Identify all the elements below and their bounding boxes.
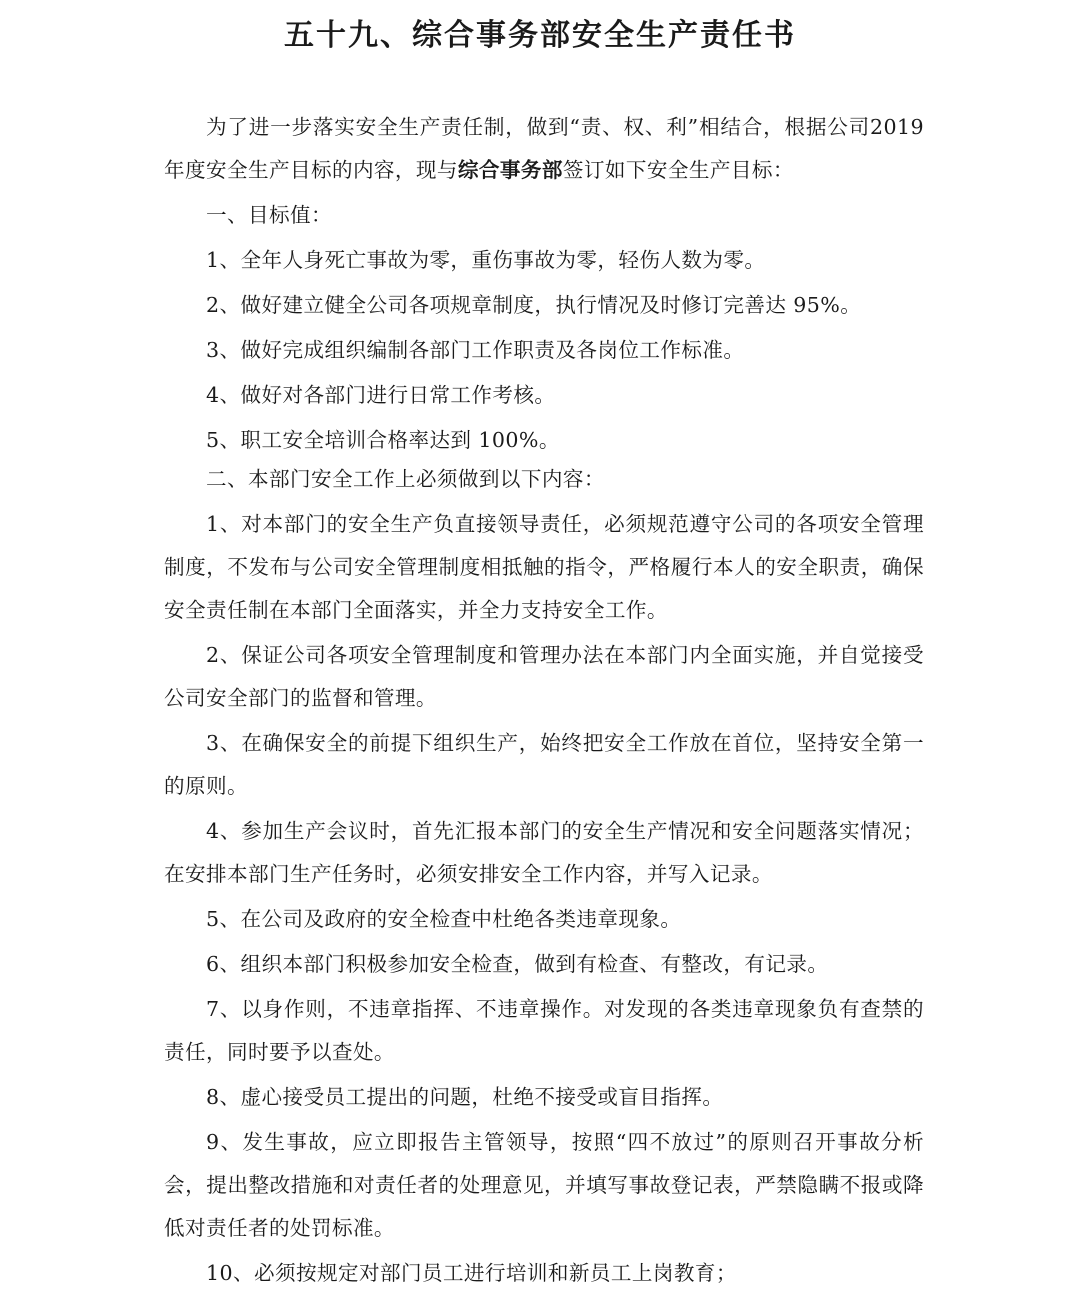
section-2-item-4: 4、参加生产会议时，首先汇报本部门的安全生产情况和安全问题落实情况；在安排本部门生产任务时，必须安排安全工作内容，并写入记录。	[164, 819, 924, 886]
section-1-heading: 一、目标值：	[206, 203, 332, 227]
section-2-item-5: 5、在公司及政府的安全检查中杜绝各类违章现象。	[206, 907, 682, 931]
section-2-item-1: 1、对本部门的安全生产负直接领导责任，必须规范遵守公司的各项安全管理制度，不发布与公司安全管理制度相抵触的指令，严格履行本人的安全职责，确保安全责任制在本部门全面落实，并全力支持安全工作。	[164, 512, 924, 622]
section-2-item-7: 7、以身作则，不违章指挥、不违章操作。对发现的各类违章现象负有查禁的责任，同时要予以查处。	[164, 997, 924, 1064]
section-2-item-2: 2、保证公司各项安全管理制度和管理办法在本部门内全面实施，并自觉接受公司安全部门的监督和管理。	[164, 643, 924, 710]
intro-text-after: 签订如下安全生产目标：	[562, 158, 794, 182]
section-2-item-8: 8、虚心接受员工提出的问题，杜绝不接受或盲目指挥。	[206, 1085, 724, 1109]
section-1-item-2: 2、做好建立健全公司各项规章制度，执行情况及时修订完善达 95%。	[206, 293, 862, 317]
section-2-item-6: 6、组织本部门积极参加安全检查，做到有检查、有整改，有记录。	[206, 952, 829, 976]
section-1-item-5: 5、职工安全培训合格率达到 100%。	[206, 428, 560, 452]
intro-text-before: 为了进一步落实安全生产责任制，做到“责、权、利”相结合，根据公司2019年度安全生产目标的内容，现与	[164, 115, 924, 182]
document-title: 五十九、综合事务部安全生产责任书	[284, 18, 796, 53]
section-2-item-10: 10、必须按规定对部门员工进行培训和新员工上岗教育；	[206, 1261, 737, 1285]
section-1-item-4: 4、做好对各部门进行日常工作考核。	[206, 383, 556, 407]
section-1-item-1: 1、全年人身死亡事故为零，重伤事故为零，轻伤人数为零。	[206, 248, 766, 272]
section-2-item-9: 9、发生事故，应立即报告主管领导，按照“四不放过”的原则召开事故分析会，提出整改措施和对责任者的处理意见，并填写事故登记表，严禁隐瞒不报或降低对责任者的处罚标准。	[164, 1130, 924, 1240]
document-body	[164, 106, 924, 1295]
intro-paragraph	[164, 106, 924, 192]
section-2-item-3: 3、在确保安全的前提下组织生产，始终把安全工作放在首位，坚持安全第一的原则。	[164, 731, 924, 798]
section-1-item-3: 3、做好完成组织编制各部门工作职责及各岗位工作标准。	[206, 338, 745, 362]
department-name: 综合事务部	[457, 158, 563, 182]
section-2-heading: 二、本部门安全工作上必须做到以下内容：	[206, 467, 605, 491]
